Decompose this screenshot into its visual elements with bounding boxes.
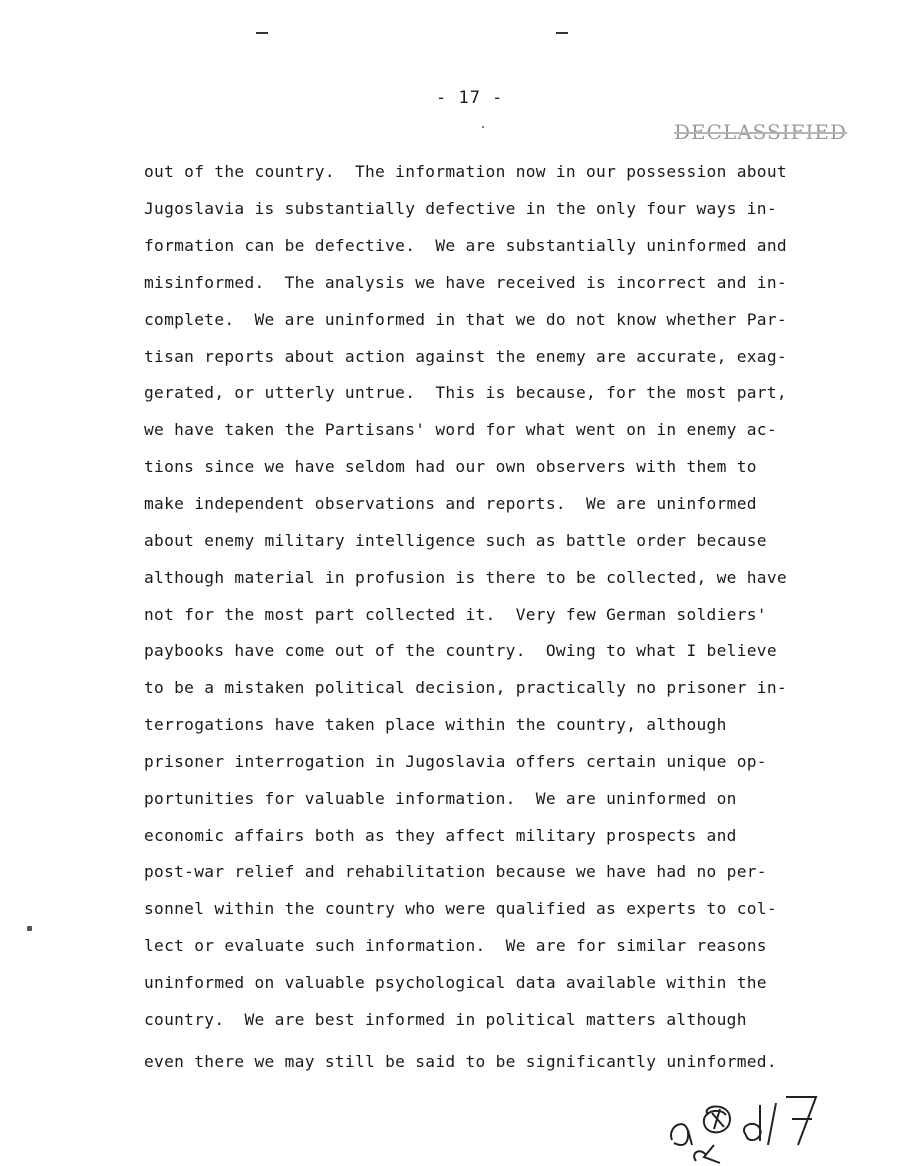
body-line-8: we have taken the Partisans' word for what went on in enemy ac- — [144, 420, 777, 439]
page-number: - 17 - — [436, 88, 504, 108]
body-line-14: paybooks have come out of the country. Owing to what I believe — [144, 641, 777, 660]
body-line-22: lect or evaluate such information. We are for similar reasons — [144, 936, 767, 955]
body-line-5: complete. We are uninformed in that we do not know whether Par- — [144, 310, 787, 329]
body-line-25: even there we may still be said to be significantly uninformed. — [144, 1052, 777, 1071]
body-line-19: economic affairs both as they affect military prospects and — [144, 826, 737, 845]
body-line-24: country. We are best informed in political matters although — [144, 1010, 747, 1029]
body-line-15: to be a mistaken political decision, practically no prisoner in- — [144, 678, 787, 697]
body-line-7: gerated, or utterly untrue. This is because, for the most part, — [144, 383, 787, 402]
body-line-2: Jugoslavia is substantially defective in the only four ways in- — [144, 199, 777, 218]
body-line-16: terrogations have taken place within the country, although — [144, 715, 727, 734]
margin-mark — [27, 926, 32, 931]
body-line-18: portunities for valuable information. We are uninformed on — [144, 789, 737, 808]
declassified-stamp: DECLASSIFIED — [674, 120, 848, 144]
body-line-12: although material in profusion is there to be collected, we have — [144, 568, 787, 587]
body-line-4: misinformed. The analysis we have received is incorrect and in- — [144, 273, 787, 292]
body-line-3: formation can be defective. We are substantially uninformed and — [144, 236, 787, 255]
body-line-6: tisan reports about action against the enemy are accurate, exag- — [144, 347, 787, 366]
scan-speck — [482, 126, 484, 128]
body-line-11: about enemy military intelligence such as battle order because — [144, 531, 767, 550]
body-line-1: out of the country. The information now in our possession about — [144, 162, 787, 181]
body-line-17: prisoner interrogation in Jugoslavia offers certain unique op- — [144, 752, 767, 771]
body-line-13: not for the most part collected it. Very few German soldiers' — [144, 605, 767, 624]
handwritten-annotation — [660, 1085, 850, 1165]
body-line-10: make independent observations and reports. We are uninformed — [144, 494, 757, 513]
body-line-23: uninformed on valuable psychological data available within the — [144, 973, 767, 992]
body-line-9: tions since we have seldom had our own observers with them to — [144, 457, 757, 476]
body-line-20: post-war relief and rehabilitation because we have had no per- — [144, 862, 767, 881]
body-line-21: sonnel within the country who were qualified as experts to col- — [144, 899, 777, 918]
